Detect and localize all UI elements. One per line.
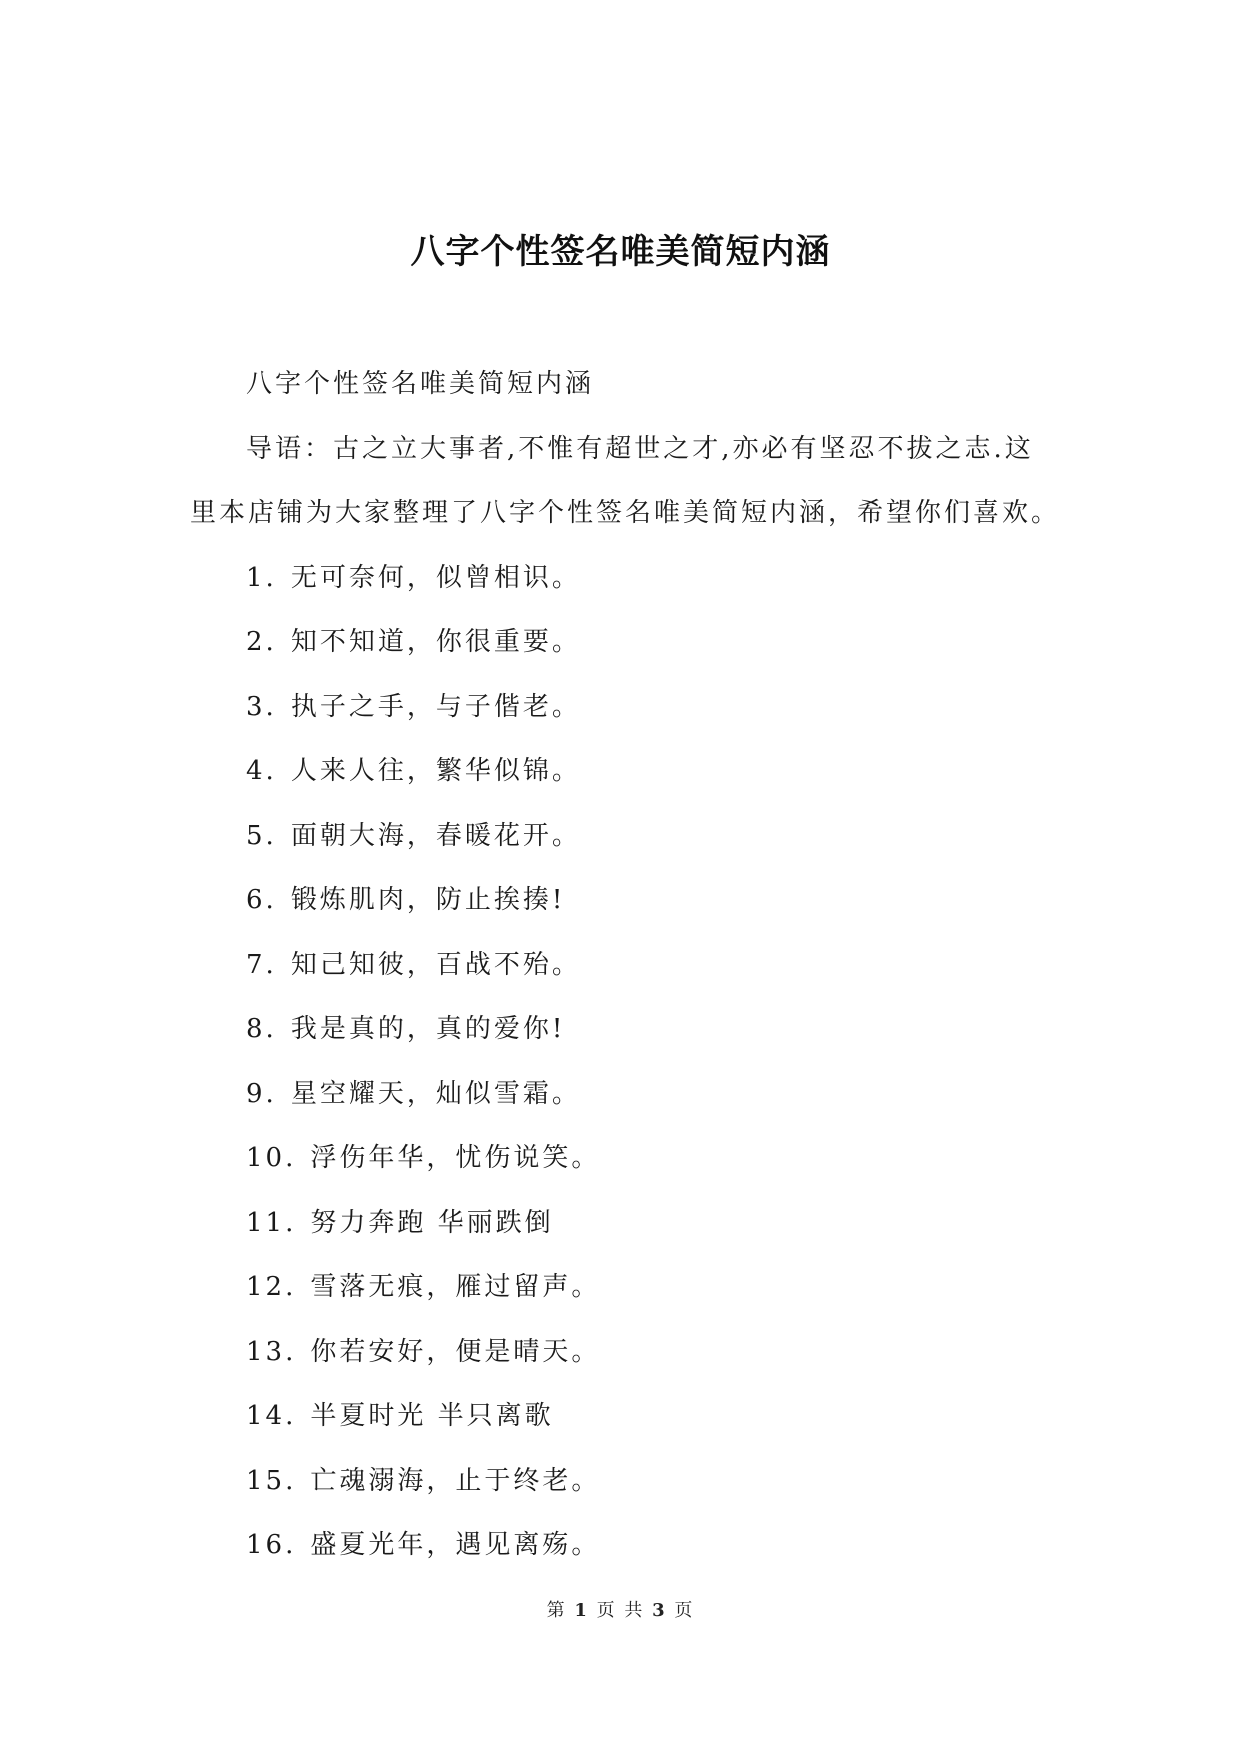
list-item-number: 16. [246,1530,297,1560]
list-item [190,1320,1060,1385]
footer-middle: 页 共 [596,1600,645,1621]
list-item-text: 执子之手，与子偕老。 [290,691,581,722]
list-item [190,868,1060,933]
list-item-text: 知己知彼，百战不殆。 [290,949,581,980]
list-item-text: 雪落无痕，雁过留声。 [310,1272,601,1302]
list-item-text: 我是真的，真的爱你! [290,1014,566,1044]
list-item-number: 2. [246,627,277,657]
list-item-text: 半夏时光 半只离歌 [310,1401,554,1431]
footer-total-pages: 3 [652,1600,667,1621]
list-item-number: 3. [246,691,277,722]
document-body [190,352,1060,1578]
intro-paragraph: 导语：古之立大事者,不惟有超世之才,亦必有坚忍不拔之志.这里本店铺为大家整理了八字个性签名唯美简短内涵，希望你们喜欢。 [190,433,1061,528]
list-item-number: 1. [246,562,277,593]
list-item-number: 6. [246,885,277,915]
list-item [190,546,1060,611]
list-item [190,997,1060,1062]
list-item-text: 知不知道，你很重要。 [290,627,581,657]
list-item-text: 你若安好，便是晴天。 [310,1336,601,1367]
list-item-text: 努力奔跑 华丽跌倒 [310,1207,554,1238]
list-item [190,1062,1060,1127]
list-item-text: 亡魂溺海，止于终老。 [310,1465,601,1496]
list-item [190,1384,1060,1449]
list-item-number: 7. [246,949,277,980]
list-item [190,804,1060,869]
list-item [190,1191,1060,1256]
list-item [190,933,1060,998]
footer-current-page: 1 [574,1600,589,1621]
list-item-text: 人来人往，繁华似锦。 [290,756,581,786]
page-footer [0,1596,1241,1622]
list-item-number: 14. [246,1401,297,1431]
footer-suffix: 页 [674,1600,695,1621]
list-item-number: 15. [246,1465,297,1496]
list-item [190,1513,1060,1578]
list-item-number: 13. [246,1336,297,1367]
list-item-text: 浮伤年华，忧伤说笑。 [310,1143,601,1173]
list-item [190,739,1060,804]
list-item-text: 面朝大海，春暖花开。 [290,820,581,851]
list-item-number: 4. [246,756,277,786]
list-item-number: 11. [246,1207,297,1238]
signature-list [190,546,1060,1578]
list-item-number: 9. [246,1078,277,1109]
list-item [190,1255,1060,1320]
footer-prefix: 第 [546,1600,567,1621]
list-item-text: 无可奈何，似曾相识。 [290,562,581,593]
subtitle-paragraph: 八字个性签名唯美简短内涵 [246,369,595,399]
list-item [190,675,1060,740]
list-item [190,610,1060,675]
list-item-text: 星空耀天，灿似雪霜。 [290,1078,581,1109]
list-item-number: 12. [246,1272,297,1302]
document-title: 八字个性签名唯美简短内涵 [410,232,831,272]
list-item-number: 10. [246,1143,297,1173]
list-item [190,1126,1060,1191]
list-item-number: 8. [246,1014,277,1044]
list-item-text: 盛夏光年，遇见离殇。 [310,1530,601,1560]
list-item-text: 锻炼肌肉，防止挨揍! [290,885,566,915]
list-item [190,1449,1060,1514]
list-item-number: 5. [246,820,277,851]
